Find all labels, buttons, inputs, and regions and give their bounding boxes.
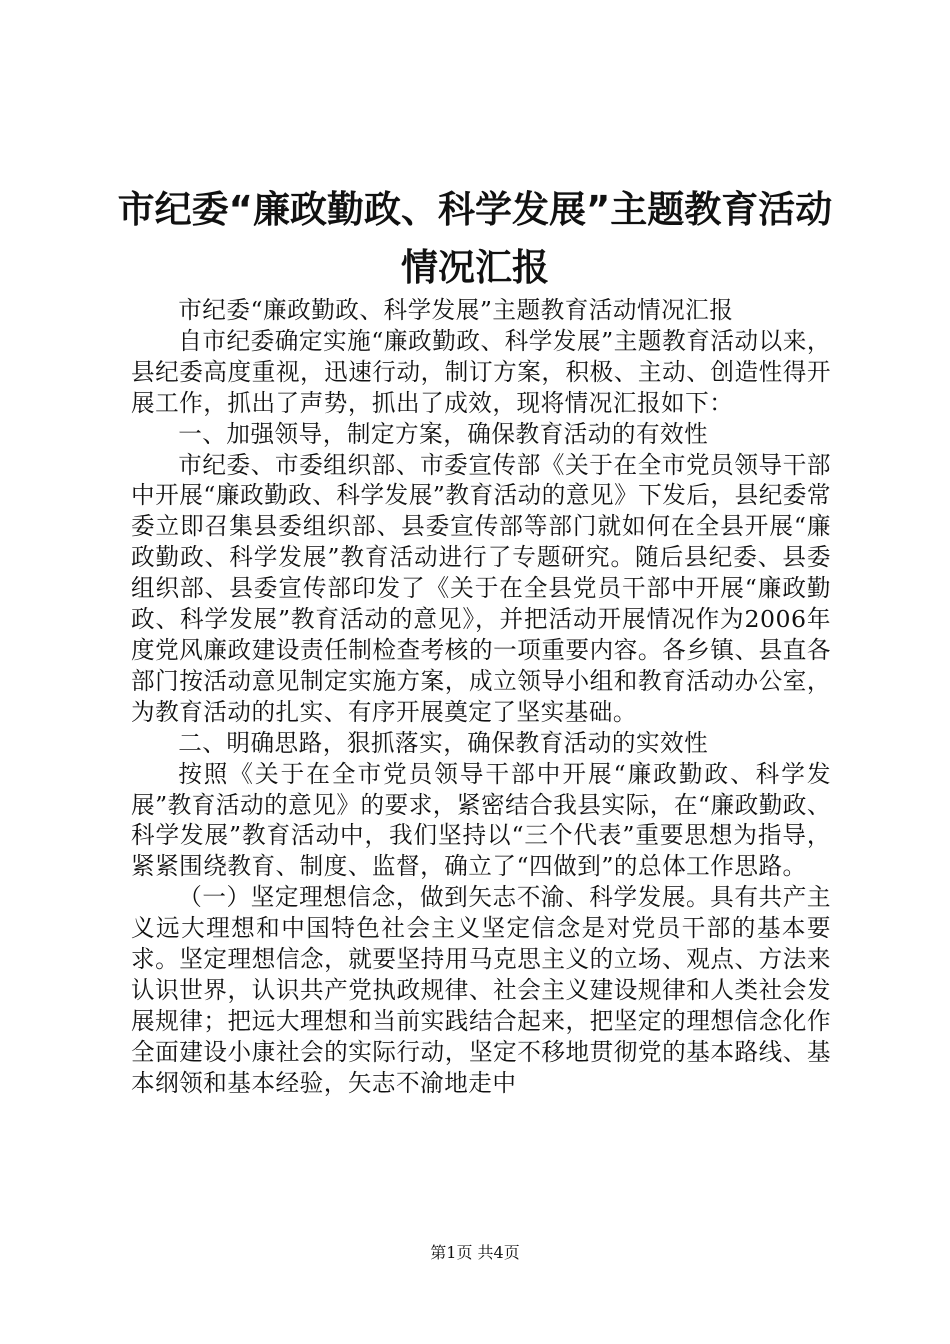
paragraph-section-1: 市纪委、市委组织部、市委宣传部《关于在全市党员领导干部中开展“廉政勤政、科学发展”教育活动的意见》下发后，县纪委常委立即召集县委组织部、县委宣传部等部门就如何在全县开展“廉政勤政、科学发展”教育活动进行了专题研究。随后县纪委、县委组织部、县委宣传部印发了《关于在全县党员干部中开展“廉政勤政、科学发展”教育活动的意见》，并把活动开展情况作为2006年度党风廉政建设责任制检查考核的一项重要内容。各乡镇、县直各部门按活动意见制定实施方案，成立领导小组和教育活动办公室，为教育活动的扎实、有序开展奠定了坚实基础。 (131, 450, 831, 726)
document-title-line-2: 情况汇报 (401, 246, 549, 289)
paragraph-section-2: 按照《关于在全市党员领导干部中开展“廉政勤政、科学发展”教育活动的意见》的要求，紧密结合我县实际，在“廉政勤政、科学发展”教育活动中，我们坚持以“三个代表”重要思想为指导，紧紧围绕教育、制度、监督，确立了“四做到”的总体工作思路。 (131, 759, 831, 881)
document-body (131, 295, 831, 1099)
document-title-line-1: 市纪委“廉政勤政、科学发展”主题教育活动 (117, 188, 833, 231)
paragraph-subtitle: 市纪委“廉政勤政、科学发展”主题教育活动情况汇报 (178, 296, 734, 324)
paragraph-subsection-1: （一）坚定理想信念，做到矢志不渝、科学发展。具有共产主义远大理想和中国特色社会主义坚定信念是对党员干部的基本要求。坚定理想信念，就要坚持用马克思主义的立场、观点、方法来认识世界，认识共产党执政规律、社会主义建设规律和人类社会发展规律；把远大理想和当前实践结合起来，把坚定的理想信念化作全面建设小康社会的实际行动，坚定不移地贯彻党的基本路线、基本纲领和基本经验，矢志不渝地走中 (131, 883, 831, 1097)
page-number-footer: 第1页 共4页 (430, 1243, 520, 1262)
paragraph-intro: 自市纪委确定实施“廉政勤政、科学发展”主题教育活动以来，县纪委高度重视，迅速行动，制订方案，积极、主动、创造性得开展工作，抓出了声势，抓出了成效，现将情况汇报如下： (131, 326, 831, 417)
section-heading-1: 一、加强领导，制定方案，确保教育活动的有效性 (178, 419, 709, 448)
section-heading-2: 二、明确思路，狠抓落实，确保教育活动的实效性 (178, 728, 709, 757)
